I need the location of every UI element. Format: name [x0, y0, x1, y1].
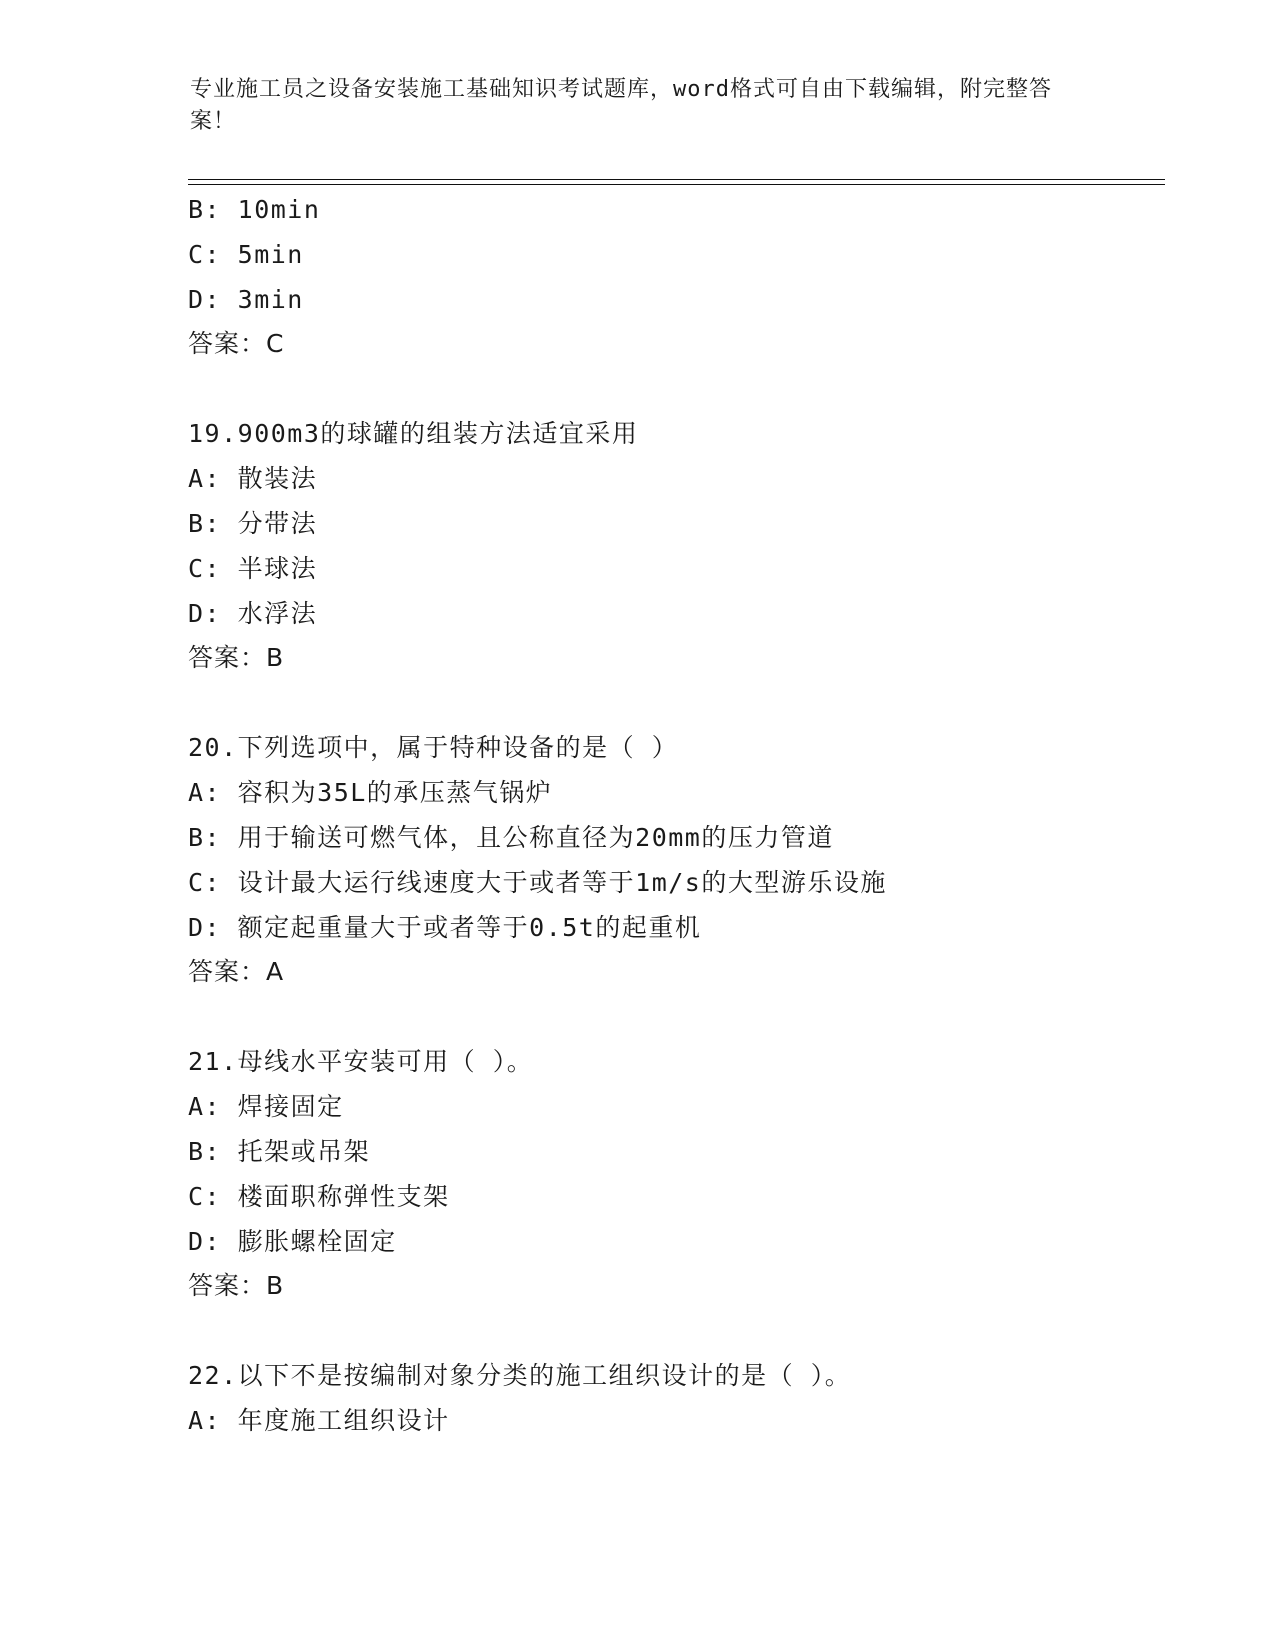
q21-option-b: B: 托架或吊架 — [188, 1137, 371, 1166]
q22-question: 22.以下不是按编制对象分类的施工组织设计的是（ ）。 — [188, 1361, 852, 1390]
q19-question: 19.900m3的球罐的组装方法适宜采用 — [188, 419, 639, 448]
header-divider-top — [188, 179, 1165, 180]
q19-answer: 答案：B — [188, 643, 285, 672]
q21-question: 21.母线水平安装可用（ ）。 — [188, 1047, 534, 1076]
q22-option-a: A: 年度施工组织设计 — [188, 1406, 450, 1435]
q18-option-d: D: 3min — [188, 285, 304, 314]
q18-option-b: B: 10min — [188, 195, 321, 224]
q20-question: 20.下列选项中，属于特种设备的是（ ） — [188, 733, 679, 762]
q20-option-d: D: 额定起重量大于或者等于0.5t的起重机 — [188, 913, 702, 942]
q19-option-a: A: 散装法 — [188, 464, 318, 493]
q18-answer: 答案：C — [188, 329, 285, 358]
q19-option-b: B: 分带法 — [188, 509, 318, 538]
q20-option-a: A: 容积为35L的承压蒸气锅炉 — [188, 778, 553, 807]
q20-answer: 答案：A — [188, 957, 285, 986]
q21-option-a: A: 焊接固定 — [188, 1092, 344, 1121]
q21-option-c: C: 楼面职称弹性支架 — [188, 1182, 450, 1211]
header-divider-bottom — [188, 184, 1165, 185]
q21-option-d: D: 膨胀螺栓固定 — [188, 1227, 397, 1256]
q20-option-b: B: 用于输送可燃气体，且公称直径为20mm的压力管道 — [188, 823, 834, 852]
document-header: 专业施工员之设备安装施工基础知识考试题库，word格式可自由下载编辑，附完整答案！ — [190, 77, 1052, 134]
q20-option-c: C: 设计最大运行线速度大于或者等于1m/s的大型游乐设施 — [188, 868, 887, 897]
q18-option-c: C: 5min — [188, 240, 304, 269]
q19-option-c: C: 半球法 — [188, 554, 318, 583]
q21-answer: 答案：B — [188, 1271, 285, 1300]
q19-option-d: D: 水浮法 — [188, 599, 318, 628]
